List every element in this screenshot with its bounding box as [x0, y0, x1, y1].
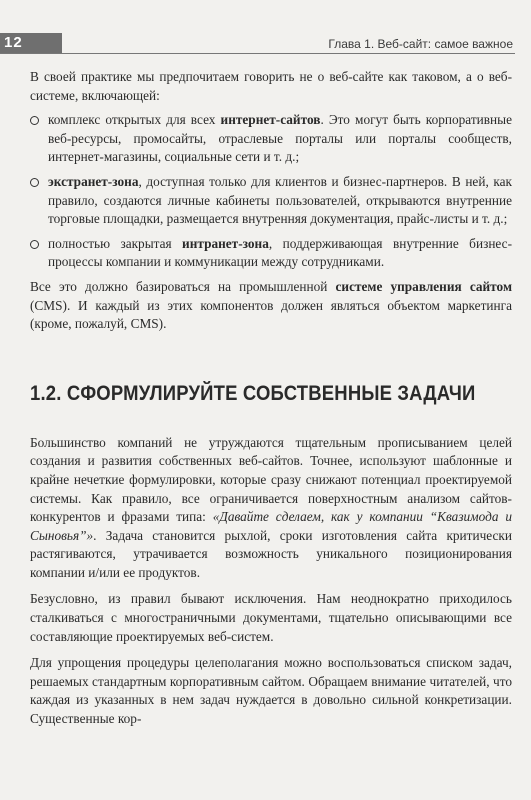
circle-bullet-icon — [30, 116, 39, 125]
term-intranet: интранет-зона — [182, 235, 269, 251]
running-header — [0, 33, 515, 54]
intro-paragraph: В своей практике мы предпочитаем говорить не о веб-сайте как таковом, а о веб-системе, включающей: — [30, 69, 512, 103]
circle-bullet-icon — [30, 178, 39, 187]
page-body — [30, 68, 512, 729]
list-item: полностью закрытая интранет-зона, поддерживающая внутренние бизнес-процессы компании и коммуникации между сотрудниками. — [30, 235, 512, 272]
paragraph-exceptions: Безусловно, из правил бывают исключения. Нам неоднократно приходилось сталкиваться с многостраничными документами, тщательно описывающими все составляющие проектируемых веб-систем. — [30, 591, 512, 644]
quoted-phrase: «Давайте сделаем, как у компании “Квазимода и Сыновья”» — [30, 509, 512, 543]
term-extranet: экстранет-зона — [48, 173, 139, 189]
paragraph-simplification: Для упрощения процедуры целеполагания можно воспользоваться списком задач, решаемых стандартным корпоративным сайтом. Обращаем внимание читателей, что каждая из указанных в нем задач нуждается в довольно сильной конкретизации. Существенные кор- — [30, 655, 512, 727]
circle-bullet-icon — [30, 240, 39, 249]
paragraph-goals: Большинство компаний не утруждаются тщательным прописыванием целей создания и развития собственных веб-сайтов. Точнее, используют шаблонные и крайне нечеткие формулировки, которые сразу снижают потенциал проектируемой системы. Как правило, все ограничивается поверхностным анализом сайтов-конкурентов и фразами типа: «Давайте сделаем, как у компании “Квазимода и Сыновья”». Задача становится рыхлой, сроки изготовления сайта критически растягиваются, утрачивается возможность уникального позиционирования компании и/или ее продуктов. — [30, 434, 512, 580]
term-cms: системе управления сайтом — [335, 278, 512, 294]
summary-paragraph: Все это должно базироваться на промышленной системе управления сайтом (CMS). И каждый из этих компонентов должен являться объектом маркетинга (кроме, пожалуй, CMS). — [30, 278, 512, 332]
component-list — [30, 111, 512, 272]
list-item: экстранет-зона, доступная только для клиентов и бизнес-партнеров. В ней, как правило, создаются личные кабинеты пользователей, открываются внутренние торговые площадки, размещается внутренняя документация, прайс-листы и т. д.; — [30, 173, 512, 229]
list-item: комплекс открытых для всех интернет-сайтов. Это могут быть корпоративные веб-ресурсы, промосайты, отраслевые порталы или порталы сообществ, интернет-магазины, социальные сети и т. д.; — [30, 111, 512, 167]
page-number: 12 — [0, 33, 62, 53]
term-internet-sites: интернет-сайтов — [220, 112, 321, 128]
section-heading: 1.2. СФОРМУЛИРУЙТЕ СОБСТВЕННЫЕ ЗАДАЧИ — [30, 381, 476, 405]
chapter-title: Глава 1. Веб-сайт: самое важное — [328, 37, 513, 51]
